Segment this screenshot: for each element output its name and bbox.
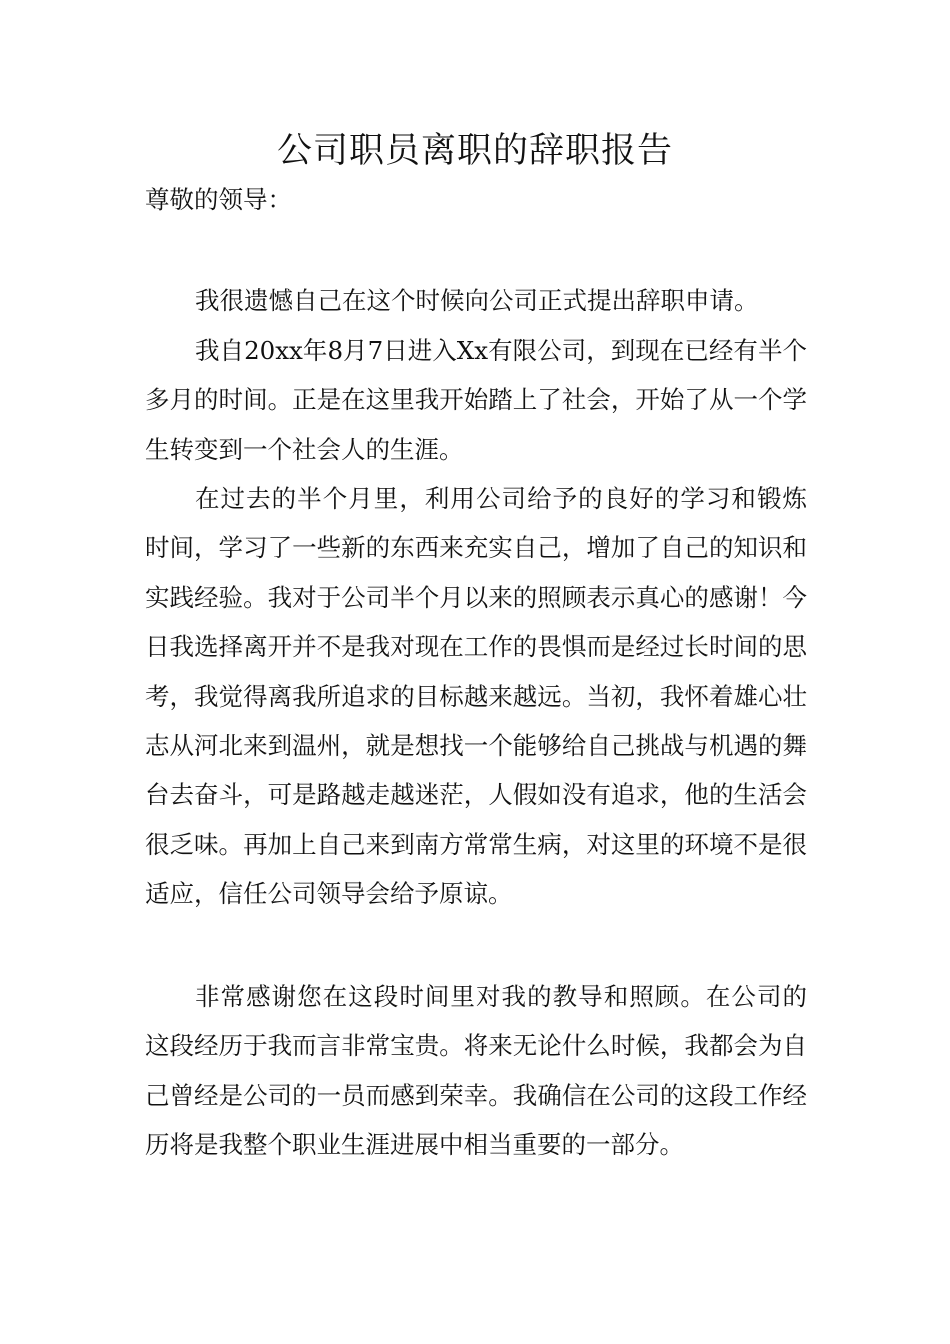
paragraph-block-4 [145, 972, 807, 1170]
document-title: 公司职员离职的辞职报告 [276, 131, 673, 171]
paragraph-3: 在过去的半个月里，利用公司给予的良好的学习和锻炼时间，学习了一些新的东西来充实自己，增加了自己的知识和实践经验。我对于公司半个月以来的照顾表示真心的感谢！今日我选择离开并不是我对现在工作的畏惧而是经过长时间的思考，我觉得离我所追求的目标越来越远。当初，我怀着雄心壮志从河北来到温州，就是想找一个能够给自己挑战与机遇的舞台去奋斗，可是路越走越迷茫，人假如没有追求，他的生活会很乏味。再加上自己来到南方常常生病，对这里的环境不是很适应，信任公司领导会给予原谅。 [145, 484, 807, 909]
paragraph-block-3 [145, 474, 807, 919]
paragraph-1: 我很遗憾自己在这个时候向公司正式提出辞职申请。 [195, 286, 759, 315]
salutation: 尊敬的领导： [145, 185, 292, 214]
paragraph-4: 非常感谢您在这段时间里对我的教导和照顾。在公司的这段经历于我而言非常宝贵。将来无论什么时候，我都会为自己曾经是公司的一员而感到荣幸。我确信在公司的这段工作经历将是我整个职业生涯进展中相当重要的一部分。 [145, 982, 807, 1160]
paragraph-block-1 [145, 276, 807, 325]
paragraph-block-2 [145, 326, 807, 474]
paragraph-2: 我自20xx年8月7日进入Xx有限公司，到现在已经有半个多月的时间。正是在这里我开始踏上了社会，开始了从一个学生转变到一个社会人的生涯。 [145, 336, 807, 464]
